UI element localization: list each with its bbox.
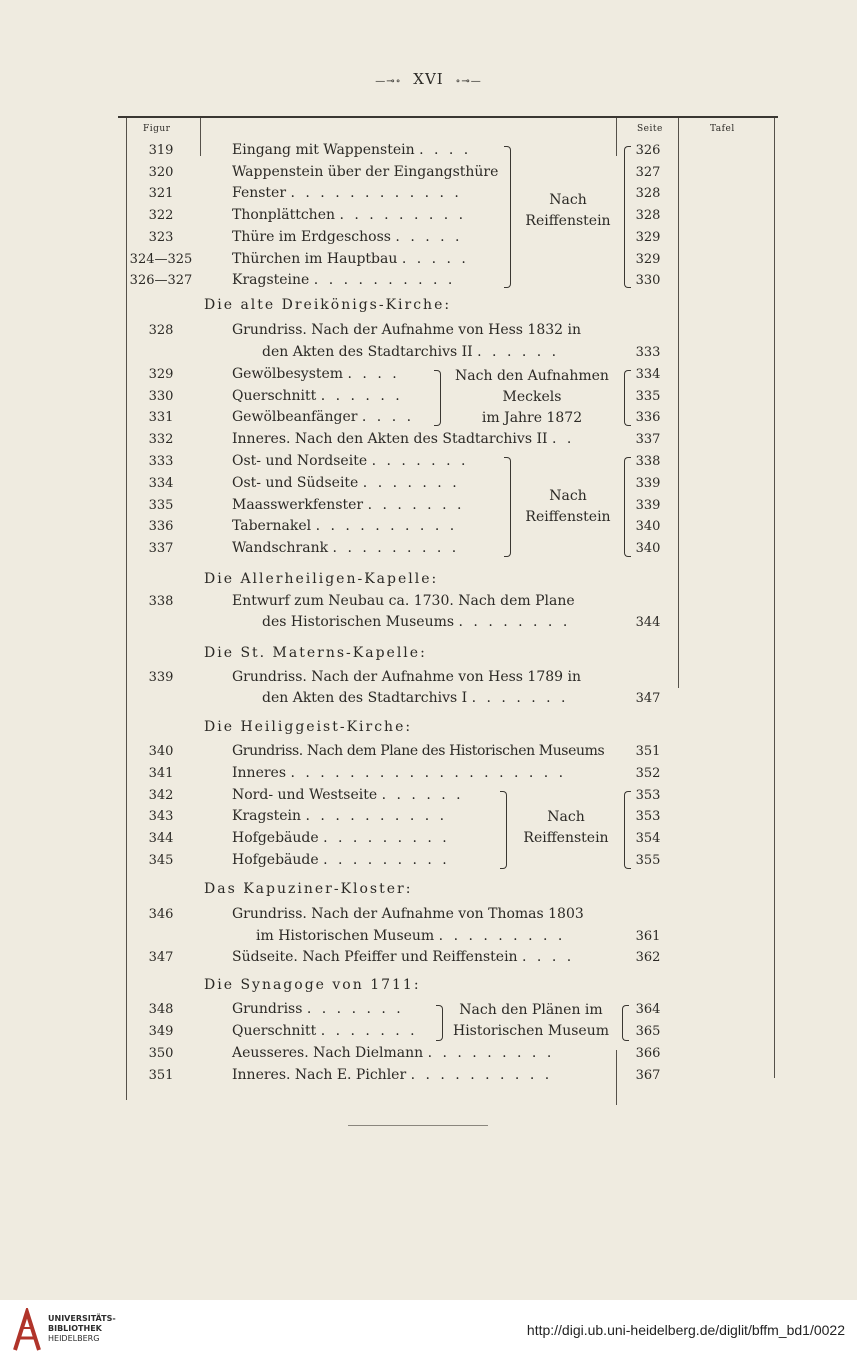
figure-number: 340 xyxy=(148,744,174,759)
section-heading: Die St. Materns-Kapelle: xyxy=(204,645,427,661)
figure-number: 344 xyxy=(148,831,174,846)
page-reference: 344 xyxy=(635,615,661,630)
page-reference: 340 xyxy=(635,541,661,556)
left-brace xyxy=(624,370,631,426)
figure-number: 335 xyxy=(148,498,174,513)
entry-title: Aeusseres. Nach Dielmann . . . . . . . . . xyxy=(232,1045,555,1061)
page-number: XVI xyxy=(413,70,444,88)
page-reference: 347 xyxy=(635,691,661,706)
entry-title: Grundriss. Nach der Aufnahme von Thomas 1803 xyxy=(232,906,584,922)
page-reference: 367 xyxy=(635,1068,661,1083)
page-reference: 328 xyxy=(635,208,661,223)
left-brace xyxy=(624,457,631,557)
left-brace xyxy=(624,146,631,288)
header-ornament-left: —⊸∘ xyxy=(375,76,402,87)
page-reference: 355 xyxy=(635,853,661,868)
source-note: Nach den Aufnahmen Meckels im Jahre 1872 xyxy=(455,368,609,426)
figure-number: 333 xyxy=(148,454,174,469)
entry-title-continuation: den Akten des Stadtarchivs I . . . . . . . xyxy=(262,690,569,706)
section-heading: Das Kapuziner-Kloster: xyxy=(204,881,413,897)
page-reference: 364 xyxy=(635,1002,661,1017)
figure-number: 319 xyxy=(148,143,174,158)
page-reference: 329 xyxy=(635,252,661,267)
entry-title: Ost- und Nordseite . . . . . . . xyxy=(232,453,469,469)
entry-title: Ost- und Südseite . . . . . . . xyxy=(232,475,460,491)
page-reference: 328 xyxy=(635,186,661,201)
figure-number: 341 xyxy=(148,766,174,781)
figure-number: 345 xyxy=(148,853,174,868)
figure-number: 330 xyxy=(148,389,174,404)
figure-number: 338 xyxy=(148,594,174,609)
entry-title: Tabernakel . . . . . . . . . . xyxy=(232,518,458,534)
entry-title: Querschnitt . . . . . . xyxy=(232,388,403,404)
entry-title: Grundriss. Nach dem Plane des Historischen Museums xyxy=(232,743,605,759)
page-reference: 335 xyxy=(635,389,661,404)
page-reference: 339 xyxy=(635,476,661,491)
figure-number: 348 xyxy=(148,1002,174,1017)
figure-number: 351 xyxy=(148,1068,174,1083)
page-reference: 362 xyxy=(635,950,661,965)
page-reference: 351 xyxy=(635,744,661,759)
figure-number: 334 xyxy=(148,476,174,491)
header-ornament-right: ∘⊸— xyxy=(455,76,482,87)
section-heading: Die Synagoge von 1711: xyxy=(204,977,421,993)
figure-number: 332 xyxy=(148,432,174,447)
closing-rule xyxy=(348,1125,488,1126)
figure-number: 331 xyxy=(148,410,174,425)
text-column-rule xyxy=(200,118,201,156)
figure-number: 326—327 xyxy=(129,273,193,288)
entry-title: Kragstein . . . . . . . . . . xyxy=(232,808,448,824)
page-reference: 353 xyxy=(635,809,661,824)
entry-title: Südseite. Nach Pfeiffer und Reiffenstein . . . . xyxy=(232,949,575,965)
figure-number: 321 xyxy=(148,186,174,201)
seite-column-rule-bottom xyxy=(616,1050,617,1105)
right-brace xyxy=(434,370,441,426)
entry-title: Inneres. Nach den Akten des Stadtarchivs II . . xyxy=(232,431,575,447)
page-reference: 333 xyxy=(635,345,661,360)
page-reference: 361 xyxy=(635,929,661,944)
entry-title: Thürchen im Hauptbau . . . . . xyxy=(232,251,469,267)
page-reference: 366 xyxy=(635,1046,661,1061)
entry-title: Maasswerkfenster . . . . . . . xyxy=(232,497,465,513)
source-note: Nach Reiffenstein xyxy=(525,192,611,229)
page-reference: 336 xyxy=(635,410,661,425)
entry-title: Eingang mit Wappenstein . . . . xyxy=(232,142,472,158)
entry-title: Kragsteine . . . . . . . . . . xyxy=(232,272,456,288)
entry-title: Grundriss . . . . . . . xyxy=(232,1001,404,1017)
figure-number: 346 xyxy=(148,907,174,922)
figure-number: 350 xyxy=(148,1046,174,1061)
page-reference: 329 xyxy=(635,230,661,245)
viewer-footer xyxy=(0,1300,857,1362)
entry-title: Hofgebäude . . . . . . . . . xyxy=(232,852,450,868)
entry-title: Grundriss. Nach der Aufnahme von Hess 1832 in xyxy=(232,322,581,338)
page-reference: 353 xyxy=(635,788,661,803)
right-brace xyxy=(504,457,511,557)
university-library-logo-icon[interactable] xyxy=(12,1308,42,1352)
entry-title: Thüre im Erdgeschoss . . . . . xyxy=(232,229,463,245)
entry-title: Grundriss. Nach der Aufnahme von Hess 1789 in xyxy=(232,669,581,685)
figure-number: 342 xyxy=(148,788,174,803)
page-reference: 338 xyxy=(635,454,661,469)
right-brace xyxy=(504,146,511,288)
entry-title: Wappenstein über der Eingangsthüre xyxy=(232,164,499,180)
page-reference: 354 xyxy=(635,831,661,846)
table-top-rule xyxy=(118,116,778,118)
column-header-seite: Seite xyxy=(637,124,663,134)
column-header-tafel: Tafel xyxy=(710,124,735,134)
right-brace xyxy=(436,1005,443,1041)
section-heading: Die alte Dreikönigs-Kirche: xyxy=(204,297,452,313)
figure-number: 337 xyxy=(148,541,174,556)
entry-title: Querschnitt . . . . . . . xyxy=(232,1023,418,1039)
source-note: Nach Reiffenstein xyxy=(523,809,609,846)
page-reference: 326 xyxy=(635,143,661,158)
section-heading: Die Heiliggeist-Kirche: xyxy=(204,719,413,735)
entry-title: Inneres . . . . . . . . . . . . . . . . . . . xyxy=(232,765,567,781)
entry-title: Hofgebäude . . . . . . . . . xyxy=(232,830,450,846)
tafel-column-rule xyxy=(678,118,679,688)
column-header-figur: Figur xyxy=(143,124,171,134)
entry-title: Wandschrank . . . . . . . . . xyxy=(232,540,460,556)
permalink-url[interactable]: http://digi.ub.uni-heidelberg.de/diglit/bffm_bd1/0022 xyxy=(526,1322,845,1338)
entry-title: Thonplättchen . . . . . . . . . xyxy=(232,207,467,223)
entry-title-continuation: den Akten des Stadtarchivs II . . . . . . xyxy=(262,344,560,360)
page-reference: 339 xyxy=(635,498,661,513)
entry-title-continuation: des Historischen Museums . . . . . . . . xyxy=(262,614,571,630)
figure-number: 323 xyxy=(148,230,174,245)
source-note: Nach den Plänen im Historischen Museum xyxy=(452,1002,609,1039)
entry-title: Fenster . . . . . . . . . . . . xyxy=(232,185,462,201)
seite-column-rule-top xyxy=(616,118,617,156)
entry-title: Nord- und Westseite . . . . . . xyxy=(232,787,464,803)
section-heading: Die Allerheiligen-Kapelle: xyxy=(204,571,439,587)
entry-title: Gewölbesystem . . . . xyxy=(232,366,400,382)
left-brace xyxy=(624,791,631,869)
right-brace xyxy=(500,791,507,869)
figure-number: 347 xyxy=(148,950,174,965)
page-reference: 340 xyxy=(635,519,661,534)
entry-title: Inneres. Nach E. Pichler . . . . . . . . . . xyxy=(232,1067,553,1083)
figure-number: 324—325 xyxy=(129,252,193,267)
figure-number: 349 xyxy=(148,1024,174,1039)
page-reference: 365 xyxy=(635,1024,661,1039)
figure-number: 343 xyxy=(148,809,174,824)
page-reference: 352 xyxy=(635,766,661,781)
figure-number: 336 xyxy=(148,519,174,534)
entry-title: Gewölbeanfänger . . . . xyxy=(232,409,415,425)
source-note: Nach Reiffenstein xyxy=(525,488,611,525)
page-reference: 330 xyxy=(635,273,661,288)
page-reference: 337 xyxy=(635,432,661,447)
page-header xyxy=(0,70,857,88)
page-reference: 334 xyxy=(635,367,661,382)
left-brace xyxy=(622,1005,629,1041)
library-logo-text: UNIVERSITÄTS- BIBLIOTHEK HEIDELBERG xyxy=(48,1314,116,1343)
entry-title: Entwurf zum Neubau ca. 1730. Nach dem Plane xyxy=(232,593,575,609)
figure-number: 328 xyxy=(148,323,174,338)
figure-number: 339 xyxy=(148,670,174,685)
entry-title-continuation: im Historischen Museum . . . . . . . . . xyxy=(256,928,566,944)
right-table-rule xyxy=(774,118,775,1078)
figure-number: 320 xyxy=(148,165,174,180)
figure-number: 329 xyxy=(148,367,174,382)
figure-number: 322 xyxy=(148,208,174,223)
page-reference: 327 xyxy=(635,165,661,180)
